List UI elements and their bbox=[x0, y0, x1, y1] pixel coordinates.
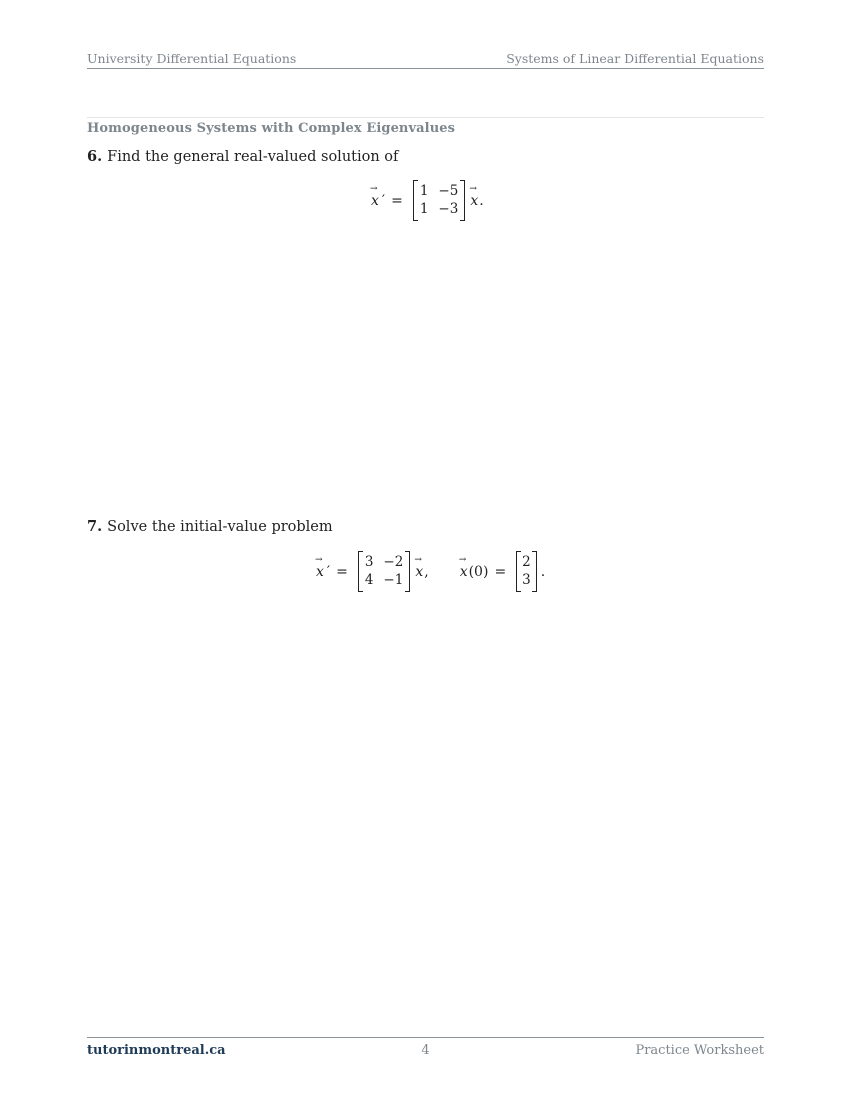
initial-vector bbox=[516, 551, 537, 592]
matrix-entry: −3 bbox=[438, 201, 459, 217]
vector-x: → x bbox=[459, 564, 469, 580]
equation-period: . bbox=[540, 563, 546, 580]
problem-7-equation bbox=[315, 551, 545, 592]
equals-sign: = bbox=[494, 563, 507, 580]
page-number: 4 bbox=[421, 1043, 430, 1058]
page-footer bbox=[87, 1037, 764, 1058]
vector-entry: 3 bbox=[522, 572, 531, 588]
vector-x: → x bbox=[315, 564, 325, 580]
running-header bbox=[87, 50, 764, 69]
initial-argument: (0) bbox=[468, 563, 489, 580]
equation-period: . bbox=[479, 192, 484, 209]
vector-entry: 2 bbox=[522, 554, 531, 570]
prime-mark: ′ bbox=[326, 563, 331, 580]
equals-sign: = bbox=[336, 563, 348, 580]
coefficient-matrix bbox=[413, 180, 466, 221]
header-course-title: University Differential Equations bbox=[87, 51, 297, 66]
coefficient-matrix bbox=[358, 551, 411, 592]
matrix-entry: −1 bbox=[383, 572, 404, 588]
footer-site-name: tutorinmontreal.ca bbox=[87, 1043, 226, 1058]
problem-text: Solve the initial-value problem bbox=[107, 519, 333, 535]
section-divider bbox=[87, 117, 764, 118]
vector-x: → x bbox=[469, 193, 479, 209]
prime-mark: ′ bbox=[381, 192, 386, 209]
equation-comma: , bbox=[424, 563, 429, 580]
footer-document-label: Practice Worksheet bbox=[635, 1043, 764, 1058]
equals-sign: = bbox=[391, 192, 403, 209]
matrix-entry: 4 bbox=[364, 572, 374, 588]
problem-7-statement bbox=[87, 518, 333, 535]
header-chapter-title: Systems of Linear Differential Equations bbox=[506, 51, 764, 66]
problem-number: 7. bbox=[87, 518, 103, 535]
matrix-entry: −2 bbox=[383, 554, 404, 570]
matrix-entry: 3 bbox=[364, 554, 374, 570]
section-title: Homogeneous Systems with Complex Eigenvalues bbox=[87, 121, 456, 136]
matrix-entry: −5 bbox=[438, 183, 459, 199]
matrix-entry: 1 bbox=[419, 183, 429, 199]
problem-number: 6. bbox=[87, 148, 103, 165]
problem-6-statement bbox=[87, 148, 398, 165]
matrix-entry: 1 bbox=[419, 201, 429, 217]
problem-text: Find the general real-valued solution of bbox=[107, 149, 399, 165]
problem-6-equation bbox=[370, 180, 484, 221]
vector-x: → x bbox=[414, 564, 424, 580]
vector-x: → x bbox=[370, 193, 380, 209]
